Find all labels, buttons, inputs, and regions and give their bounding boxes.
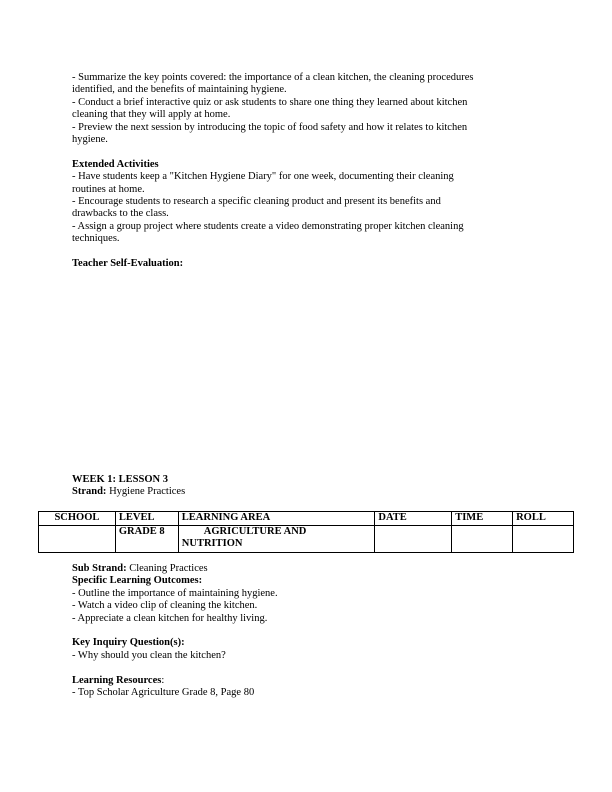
extended-line: - Encourage students to research a specific cleaning product and present its benefits and: [72, 196, 441, 208]
summary-line: - Conduct a brief interactive quiz or ask students to share one thing they learned about kitchen: [72, 96, 468, 108]
header-time: TIME: [452, 512, 513, 526]
cell-date: [375, 526, 452, 553]
summary-line: identified, and the benefits of maintaining hygiene.: [72, 84, 287, 96]
inquiry-item: - Why should you clean the kitchen?: [72, 649, 226, 661]
resource-item: - Top Scholar Agriculture Grade 8, Page 80: [72, 687, 255, 699]
lesson-body: [72, 563, 542, 699]
header-school: SCHOOL: [39, 512, 116, 526]
learning-area-line-2: NUTRITION: [181, 538, 243, 550]
cell-learning-area: [178, 526, 375, 553]
header-level: LEVEL: [115, 512, 178, 526]
inquiry-heading: Key Inquiry Question(s):: [72, 637, 185, 649]
outcome-item: - Appreciate a clean kitchen for healthy living.: [72, 612, 268, 624]
week-lesson-title: WEEK 1: LESSON 3: [72, 474, 168, 485]
resources-colon: :: [161, 674, 165, 686]
summary-section: [72, 72, 542, 270]
outcomes-heading: Specific Learning Outcomes:: [72, 575, 203, 587]
header-roll: ROLL: [513, 512, 574, 526]
cell-school: [39, 526, 116, 553]
sub-strand-label: Sub Strand:: [72, 563, 127, 574]
extended-line: drawbacks to the class.: [72, 208, 169, 220]
summary-line: - Preview the next session by introducing the topic of food safety and how it relates to kitchen: [72, 121, 468, 133]
sub-strand-value: Cleaning Practices: [126, 563, 208, 574]
cell-roll: [513, 526, 574, 553]
outcome-item: - Outline the importance of maintaining hygiene.: [72, 587, 278, 599]
header-date: DATE: [375, 512, 452, 526]
outcome-item: - Watch a video clip of cleaning the kitchen.: [72, 600, 258, 612]
lesson-header: [72, 474, 542, 499]
extended-line: techniques.: [72, 233, 120, 245]
learning-area-line-1: AGRICULTURE AND: [203, 526, 307, 537]
lesson-info-table: [38, 511, 574, 553]
extended-line: - Assign a group project where students create a video demonstrating proper kitchen cleaning: [72, 220, 464, 232]
extended-line: routines at home.: [72, 183, 145, 195]
table-row: [39, 526, 574, 553]
resources-heading-line: [72, 675, 542, 687]
table-header-row: [39, 512, 574, 526]
summary-line: - Summarize the key points covered: the importance of a clean kitchen, the cleaning procedures: [72, 72, 474, 83]
header-learning-area: LEARNING AREA: [178, 512, 375, 526]
extended-line: - Have students keep a "Kitchen Hygiene Diary" for one week, documenting their cleaning: [72, 171, 454, 183]
self-evaluation-heading: Teacher Self-Evaluation:: [72, 258, 184, 270]
summary-line: hygiene.: [72, 134, 108, 146]
strand-value: Hygiene Practices: [106, 486, 186, 498]
cell-time: [452, 526, 513, 553]
summary-line: cleaning that they will apply at home.: [72, 109, 231, 121]
strand-line: [72, 486, 542, 498]
cell-level: GRADE 8: [115, 526, 178, 553]
strand-label: Strand:: [72, 486, 107, 498]
sub-strand-line: [72, 563, 542, 575]
resources-heading: Learning Resources: [72, 674, 162, 686]
extended-activities-heading: Extended Activities: [72, 158, 159, 170]
